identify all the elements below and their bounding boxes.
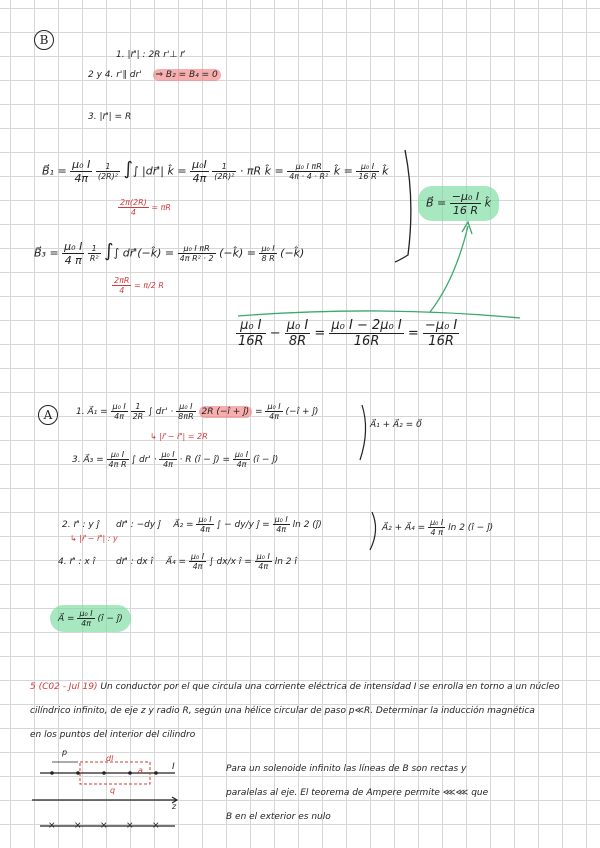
- b1-eq3-rest: k̂: [333, 164, 341, 178]
- b1-note-num: 2π(2R): [120, 198, 147, 207]
- b-line-2-text: 2 y 4. r'∥ dr': [88, 70, 142, 80]
- a2-r-rest: ln 2 (ĵ): [292, 520, 322, 530]
- section-a-label: A: [38, 405, 58, 425]
- a3-c-den: 4π R: [108, 460, 127, 469]
- a4-A: A⃗₄ =: [165, 557, 187, 567]
- b-line-2-result: ⇒ B₂ = B₄ = 0: [153, 69, 221, 81]
- a2-note: ↳ |r⃗ − r⃗'| : y: [70, 534, 118, 543]
- b3-eq3-den: 8 R: [261, 254, 275, 263]
- fig-cross-5: ×: [152, 821, 160, 831]
- a3-r-rest: (î − ĵ): [253, 455, 279, 465]
- a1-r-rest: (−î + ĵ): [285, 407, 319, 417]
- a4-c-num: μ₀ I: [190, 552, 205, 561]
- b1-coef-num: μ₀ I: [72, 158, 91, 171]
- b3-eq2-rest: (−k̂): [219, 246, 244, 260]
- a4-c-den: 4π: [192, 562, 203, 571]
- b1-coef-den: 4π: [74, 172, 89, 185]
- fig-label-z: z: [172, 802, 177, 811]
- section-b-label: B: [34, 30, 54, 50]
- a3-e-num: μ₀ I: [161, 450, 175, 459]
- b-line-3: 3. |r⃗'| = R: [88, 112, 132, 122]
- b3-note-rest: = π/2 R: [134, 281, 164, 290]
- b1-note-den: 4: [130, 208, 136, 217]
- b1-eq2-num: μ₀I: [192, 158, 207, 171]
- sum-minus: −: [269, 326, 281, 341]
- b3-eq2-den: 4π R² · 2: [179, 254, 214, 263]
- a3-lhs: 3. A⃗₃ =: [72, 455, 104, 465]
- b-total-rest: k̂: [484, 196, 492, 210]
- fig-dot-1: [50, 771, 54, 775]
- fig-label-q: q: [110, 786, 116, 795]
- sum-eq: =: [314, 326, 326, 341]
- a2-r-den: 4π: [276, 525, 287, 534]
- b1-f-den: (2R)²: [97, 172, 118, 181]
- a2-A: A⃗₂ =: [173, 520, 194, 530]
- sum-eq2: =: [407, 326, 419, 341]
- notes-line-3: B en el exterior es nulo: [226, 812, 331, 822]
- b3-integral: ∫ dr⃗'(−k̂): [113, 246, 162, 260]
- b1-note-rest: = πR: [151, 203, 171, 212]
- b-total-lhs: B⃗ =: [426, 196, 447, 210]
- sum-t1-num: μ₀ I: [236, 318, 266, 334]
- a1-highlight: 2R (−î + ĵ): [199, 406, 253, 418]
- fig-label-a: a: [138, 766, 143, 775]
- fig-cross-3: ×: [100, 821, 108, 831]
- notes-line-1: Para un solenoide infinito las líneas de B son rectas y: [226, 764, 467, 774]
- b-total-den: 16 R: [452, 204, 479, 217]
- b3-note-num: 2πR: [114, 276, 130, 285]
- a-final-num: μ₀ I: [79, 609, 93, 618]
- a4-r-num: μ₀ I: [256, 552, 270, 561]
- b-total-num: −μ₀ I: [451, 190, 480, 203]
- b3-eq3-num: μ₀ I: [261, 244, 275, 253]
- a2-lhs: 2. r⃗' : y ĵ: [62, 520, 100, 530]
- sum-t4-num: −μ₀ I: [424, 318, 458, 333]
- a24-num: μ₀ I: [430, 518, 444, 527]
- fig-dot-5: [154, 771, 158, 775]
- a-final-lhs: A⃗ =: [58, 614, 75, 624]
- b3-note-den: 4: [119, 286, 125, 295]
- a3-e-den: 4π: [163, 460, 173, 469]
- b3-f-num: 1: [88, 244, 101, 254]
- a1-r-den: 4π: [269, 412, 280, 421]
- sum-t4-den: 16R: [428, 334, 454, 349]
- b1-eq2-den: 4π: [192, 172, 207, 185]
- a4-r-rest: ln 2 î: [274, 557, 297, 567]
- sum-t1-den: 16R: [238, 334, 264, 349]
- a3-r-num: μ₀ I: [234, 450, 249, 459]
- b1-equation: B⃗₁ = $\frac{\text{μ₀ I}}{4\pi}$ $\frac{1}{\text{(2R)²}}$ ∫∫ |dr⃗'| k̂ = $\frac{\text{μ₀I}}{4\pi}$ $\frac{1}{\text{(2R)²}}$ · πR k̂ = $\frac{\text{μ₀ I πR}}{\text{4π · 4 · R²}}$ k̂ = $\frac{\text{μ₀ I}}{16 R}$ k̂: [42, 158, 389, 185]
- a1-int: ∫ dr' ·: [148, 407, 174, 417]
- a1-r-num: μ₀ I: [267, 402, 281, 411]
- a24-rest: ln 2 (î − ĵ): [448, 523, 494, 533]
- problem-statement-line-2: cilíndrico infinito, de eje z y radio R, según una hélice circular de paso p≪R. Determinar la inducción magnética: [30, 706, 535, 716]
- fig-cross-1: ×: [48, 821, 56, 831]
- a24-lhs: A⃗₂ + A⃗₄ =: [382, 523, 426, 533]
- a2-c-num: μ₀ I: [198, 515, 212, 524]
- a1-f-den: 2R: [132, 412, 144, 421]
- b1-eq4-num: μ₀ I: [356, 162, 378, 172]
- a1-f-num: 1: [131, 402, 146, 412]
- a4-r-den: 4π: [258, 562, 269, 571]
- a1-c-num: μ₀ I: [112, 402, 126, 411]
- fig-dot-2: [76, 771, 80, 775]
- a1-eq: =: [255, 407, 263, 417]
- a4-int: ∫ dx/x î: [209, 557, 242, 567]
- a4-dr: dr⃗' : dx î: [115, 557, 153, 567]
- b1-eq4-rest: k̂: [382, 164, 389, 178]
- problem-statement-line-3: en los puntos del interior del cilindro: [30, 730, 196, 740]
- b3-equation: B⃗₃ = $\frac{\text{μ₀ I}}{4 \pi}$ $\frac{1}{\text{R²}}$ ∫∫ dr⃗'(−k̂) = $\frac{\text{μ₀ I πR}}{\text{4π R² · 2}}$ (−k̂) = $\frac{\text{μ₀ I}}{8 R}$ (−k̂): [34, 240, 305, 267]
- fig-dot-4: [128, 771, 132, 775]
- b1-integral: ∫ |dr⃗'| k̂: [132, 164, 174, 178]
- fig-label-p: p: [62, 748, 68, 757]
- a2-dr: dr⃗' : −dy ĵ: [115, 520, 161, 530]
- a3-int: ∫ dr' ·: [131, 455, 157, 465]
- a2-eq: =: [262, 520, 270, 530]
- notes-line-2: paralelas al eje. El teorema de Ampere permite ⋘⋘ que: [226, 788, 489, 798]
- a1-c-den: 4π: [114, 412, 125, 421]
- a2-c-den: 4π: [200, 525, 211, 534]
- sum-t3-den: 16R: [353, 334, 380, 349]
- fig-dot-3: [102, 771, 106, 775]
- a4-lhs: 4. r⃗' : x î: [58, 557, 96, 567]
- problem-tag: 5 (C02 - Jul 19): [30, 682, 98, 692]
- a1-e-num: μ₀ I: [176, 402, 195, 412]
- b3-lhs: B⃗₃ =: [34, 246, 59, 260]
- fig-cross-4: ×: [126, 821, 134, 831]
- b1-lhs: B⃗₁ =: [42, 164, 67, 178]
- fig-label-I: I: [172, 762, 175, 772]
- a3-e-rest: · R (î − ĵ) =: [179, 455, 231, 465]
- b3-coef-den: 4 π: [64, 254, 82, 267]
- b1-eq3-den: 4π · 4 · R²: [289, 172, 329, 181]
- b3-eq2-num: μ₀ I πR: [178, 244, 216, 254]
- a2-int: ∫ − dy/y ĵ: [216, 520, 260, 530]
- a1-note: ↳ |r⃗ − r⃗'| = 2R: [150, 432, 208, 441]
- b1-f-num: 1: [96, 162, 120, 172]
- a24-den: 4 π: [430, 528, 443, 537]
- b1-eq3-num: μ₀ I πR: [287, 162, 330, 172]
- sum-t2-num: μ₀ I: [286, 318, 309, 333]
- fig-cross-2: ×: [74, 821, 82, 831]
- a2-r-num: μ₀ I: [274, 515, 288, 524]
- a-final-rest: (î − ĵ): [97, 614, 123, 624]
- a3-r-den: 4π: [236, 460, 247, 469]
- b3-eq3-rest: (−k̂): [280, 246, 305, 260]
- b3-f-den: R²: [89, 254, 99, 263]
- a4-eq: =: [244, 557, 252, 567]
- b1-eq2-rest: · πR k̂: [239, 164, 271, 178]
- sum-t3-num: μ₀ I − 2μ₀ I: [331, 318, 402, 333]
- a13-result: A⃗₁ + A⃗₂ = 0⃗: [370, 420, 422, 430]
- b1-eq2-f-num: 1: [212, 162, 236, 172]
- a-final-den: 4π: [81, 619, 91, 628]
- fig-label-dl: dl: [106, 754, 114, 763]
- b1-eq2-f-den: (2R)²: [214, 172, 235, 181]
- a3-c-num: μ₀ I: [107, 450, 129, 460]
- a1-lhs: 1. A⃗₁ =: [76, 407, 108, 417]
- b-line-1: 1. |r⃗'| : 2R r'⊥ r⃗: [116, 50, 184, 60]
- problem-line-1-text: Un conductor por el que circula una corriente eléctrica de intensidad I se enrolla en torno a un núcleo: [100, 682, 560, 692]
- b1-eq4-den: 16 R: [358, 172, 377, 181]
- a1-e-den: 8πR: [178, 412, 194, 421]
- b3-coef-num: μ₀ I: [64, 240, 83, 253]
- sum-t2-den: 8R: [288, 334, 307, 349]
